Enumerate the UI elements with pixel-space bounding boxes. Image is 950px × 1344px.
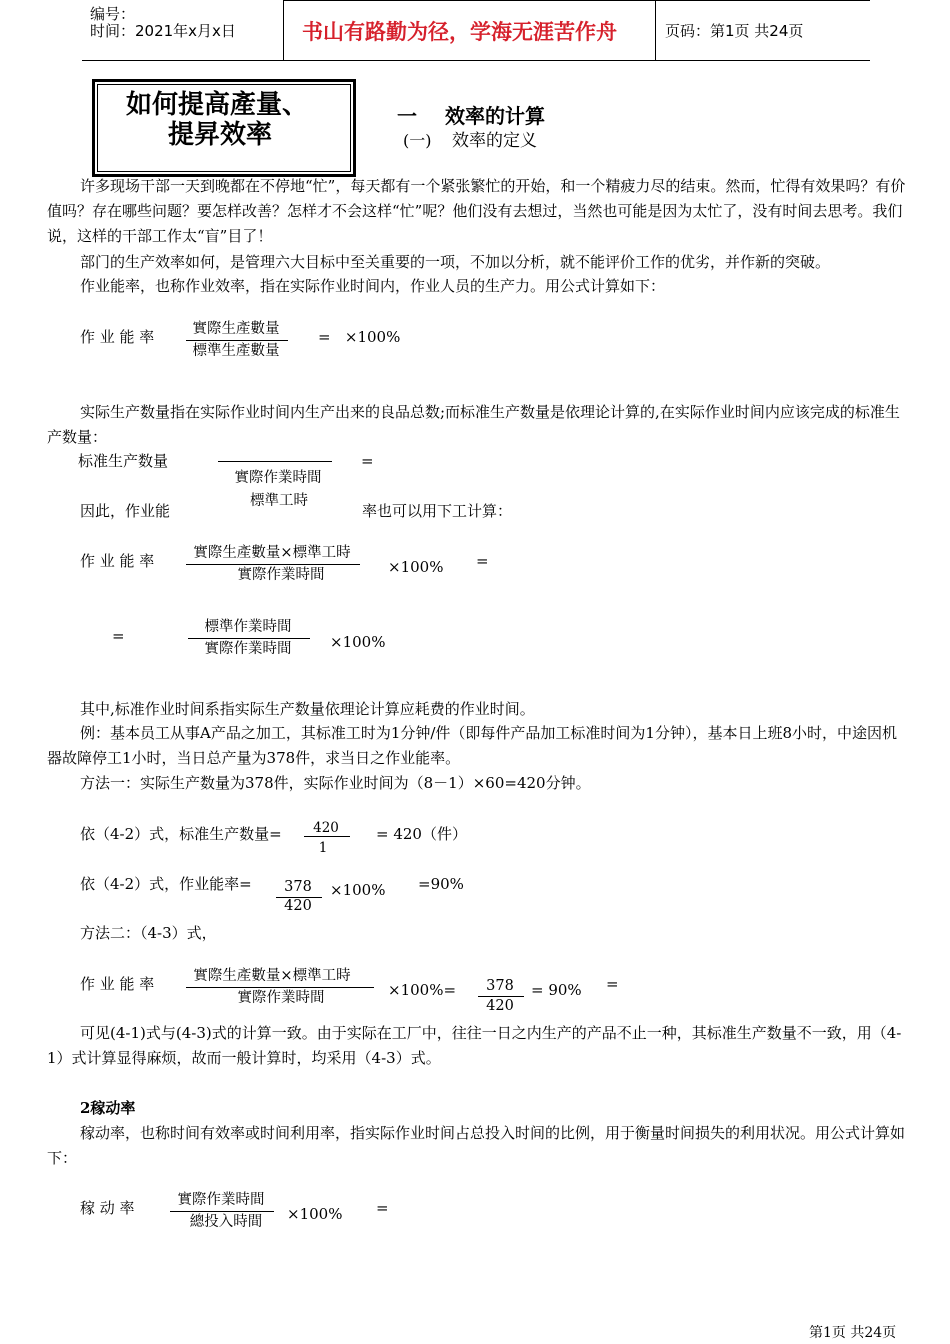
header-page-info: 页码：第1页 共24页 — [665, 22, 804, 40]
formula-3-denominator: 實際作業時間 — [237, 567, 325, 583]
formula-8-equals: = — [376, 1199, 389, 1217]
formula-6-tail: ×100% — [330, 881, 386, 899]
header-motto: 书山有路勤为径，学海无涯苦作舟 — [302, 20, 617, 44]
formula-8-label: 稼 动 率 — [80, 1199, 135, 1217]
formula-1-label: 作 业 能 率 — [80, 328, 155, 346]
formula-7-equals: = — [606, 975, 619, 993]
formula-7-denominator: 實際作業時間 — [237, 990, 325, 1006]
subsection-number: (一) — [403, 131, 432, 150]
formula-7-tail: ×100%= — [388, 981, 457, 999]
formula-4-equals: = — [112, 627, 125, 645]
header-rule-bottom — [82, 60, 870, 61]
formula-2-numerator: 實際作業時間 — [234, 470, 322, 486]
formula-7-numerator-2: 378 — [486, 978, 514, 994]
formula-5-denominator: 1 — [318, 840, 328, 856]
formula-6-denominator: 420 — [284, 898, 312, 914]
title-line-2: 提昇效率 — [168, 120, 273, 150]
paragraph-intro: 许多现场干部一天到晚都在不停地“忙”，每天都有一个紧张繁忙的开始，和一个精疲力尽的结束。然而，忙得有效果吗？有价值吗？存在哪些问题？要怎样改善？怎样才不会这样“忙”呢？他们没有去想过，当然也可能是因为太忙了，没有时间去思考。我们说，这样的干部工作太“盲”目了！ — [47, 177, 906, 245]
header-divider-2 — [655, 0, 656, 60]
formula-7-numerator: 實際生產數量×標準工時 — [193, 968, 351, 984]
section-number: 一 — [397, 104, 417, 128]
paragraph-conclusion: 可见(4-1)式与(4-3)式的计算一致。由于实际在工厂中，往往一日之内生产的产品不止一种，其标准生产数量不一致，用（4-1）式计算显得麻烦，故而一般计算时，均采用（4-3）式。 — [47, 1024, 902, 1067]
paragraph-method-2: 方法二：（4-3）式， — [80, 924, 217, 942]
formula-2-line-left: 因此，作业能 — [80, 502, 171, 520]
header-rule-top — [283, 0, 870, 1]
formula-8-tail: ×100% — [287, 1205, 343, 1223]
formula-2-equals: = — [361, 452, 374, 470]
formula-7-label: 作 业 能 率 — [80, 975, 155, 993]
serial-label: 编号： — [90, 5, 136, 23]
formula-4-tail: ×100% — [330, 633, 386, 651]
paragraph-utilization: 稼动率，也称时间有效率或时间利用率，指实际作业时间占总投入时间的比例，用于衡量时间损失的利用状况。用公式计算如下： — [47, 1124, 906, 1167]
date-label: 时间：2021年x月x日 — [90, 22, 236, 40]
paragraph-example: 例：基本员工从事A产品之加工，其标准工时为1分钟/件（即每件产品加工标准时间为1分钟），基本日上班8小时，中途因机器故障停工1小时，当日总产量为378件，求当日之作业能率。 — [47, 724, 898, 767]
formula-3-label: 作 业 能 率 — [80, 552, 155, 570]
formula-7-result: = 90% — [531, 981, 582, 999]
formula-3-equals: = — [476, 552, 489, 570]
title-line-1: 如何提高產量、 — [126, 90, 309, 120]
formula-6-label: 依（4-2）式，作业能率= — [80, 875, 252, 893]
formula-5-label: 依（4-2）式，标准生产数量= — [80, 825, 282, 843]
formula-1-tail: = ×100% — [318, 328, 401, 346]
formula-4-denominator: 實際作業時間 — [204, 641, 292, 657]
subsection-title: 效率的定义 — [452, 131, 537, 151]
formula-8-numerator: 實際作業時間 — [177, 1192, 265, 1208]
formula-2-label: 标准生产数量 — [78, 452, 169, 470]
paragraph-definition: 作业能率，也称作业效率，指在实际作业时间内，作业人员的生产力。用公式计算如下： — [80, 277, 666, 295]
formula-7-denominator-2: 420 — [486, 998, 514, 1014]
formula-5-numerator: 420 — [313, 820, 339, 836]
paragraph-method-1: 方法一：实际生产数量为378件，实际作业时间为（8－1）×60=420分钟。 — [80, 774, 591, 792]
paragraph-efficiency: 部门的生产效率如何，是管理六大目标中至关重要的一项，不加以分析，就不能评价工作的优劣，并作新的突破。 — [80, 253, 831, 271]
paragraph-actual-quantity: 实际生产数量指在实际作业时间内生产出来的良品总数;而标准生产数量是依理论计算的,在实际作业时间内应该完成的标准生产数量： — [47, 403, 900, 446]
formula-2-bar — [218, 461, 332, 462]
paragraph-standard-time: 其中,标准作业时间系指实际生产数量依理论计算应耗费的作业时间。 — [80, 700, 535, 718]
page-footer: 第1页 共24页 — [809, 1325, 897, 1341]
formula-3-numerator: 實際生產數量×標準工時 — [193, 545, 351, 561]
section-title: 效率的计算 — [445, 104, 545, 128]
formula-1-denominator: 標準生產數量 — [192, 343, 280, 359]
formula-2-line-right: 率也可以用下工计算： — [362, 502, 513, 520]
formula-2-denominator: 標準工時 — [250, 493, 308, 509]
heading-utilization: 2稼动率 — [80, 1099, 136, 1117]
formula-3-tail: ×100% — [388, 558, 444, 576]
header-divider-1 — [283, 0, 284, 60]
formula-6-result: =90% — [418, 875, 464, 893]
formula-6-numerator: 378 — [284, 879, 312, 895]
formula-5-bar — [304, 836, 350, 837]
formula-1-numerator: 實際生產數量 — [192, 321, 280, 337]
formula-5-tail: = 420（件） — [376, 825, 467, 843]
formula-4-numerator: 標準作業時間 — [204, 619, 292, 635]
formula-8-denominator: 總投入時間 — [189, 1214, 263, 1230]
